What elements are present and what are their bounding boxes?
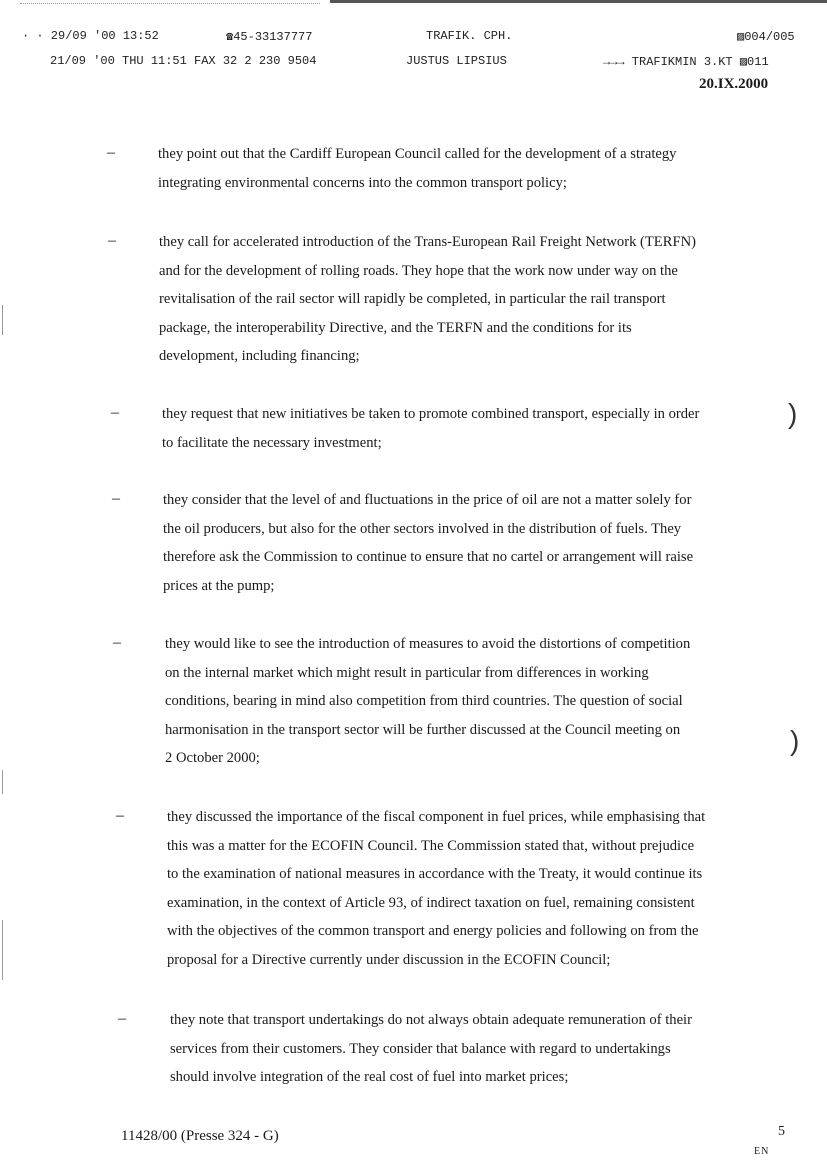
received-date-stamp: 20.IX.2000: [699, 76, 769, 92]
list-dash: –: [118, 1010, 126, 1027]
scan-edge-mark: [2, 920, 3, 980]
list-dash: –: [111, 404, 119, 421]
page-number: 5: [778, 1124, 785, 1139]
statement-text: [163, 486, 793, 600]
text-line: on the internal market which might result in particular from differences in working: [165, 664, 649, 681]
text-line: and for the development of rolling roads. They hope that the work now under way on the: [159, 262, 678, 279]
language-code: EN: [754, 1146, 770, 1157]
text-line: examination, in the context of Article 93, of indirect taxation on fuel, remaining consistent: [167, 894, 695, 911]
fax-header-line2-center: JUSTUS LIPSIUS: [406, 54, 507, 68]
text-line: development, including financing;: [159, 348, 360, 365]
scan-edge-mark: [2, 770, 3, 794]
text-line: prices at the pump;: [163, 577, 275, 594]
text-line: proposal for a Directive currently under discussion in the ECOFIN Council;: [167, 951, 611, 968]
text-line: they request that new initiatives be taken to promote combined transport, especially in order: [162, 406, 700, 422]
fax-top-edge: [330, 0, 827, 3]
text-line: revitalisation of the rail sector will rapidly be completed, in particular the rail transport: [159, 291, 666, 308]
text-line: they would like to see the introduction of measures to avoid the distortions of competition: [165, 636, 691, 652]
statement-text: [165, 630, 795, 773]
text-line: conditions, bearing in mind also competition from third countries. The question of social: [165, 693, 683, 710]
text-line: they consider that the level of and fluctuations in the price of oil are not a matter solely for: [163, 492, 692, 508]
list-dash: –: [116, 807, 124, 824]
text-line: the oil producers, but also for the other sectors involved in the distribution of fuels. They: [163, 520, 682, 537]
document-reference: 11428/00 (Presse 324 - G): [121, 1128, 279, 1144]
fax-header-line2-right: →→→ TRAFIKMIN 3.KT ▨011: [603, 55, 769, 69]
statement-text: [170, 1006, 800, 1092]
fax-header-line1-right: ▨004/005: [737, 30, 795, 44]
text-line: they discussed the importance of the fiscal component in fuel prices, while emphasising that: [167, 809, 706, 825]
text-line: to facilitate the necessary investment;: [162, 434, 382, 451]
fax-top-dotted-rule: [20, 3, 320, 4]
text-line: package, the interoperability Directive, and the TERFN and the conditions for its: [159, 319, 632, 336]
list-dash: –: [112, 490, 120, 507]
text-line: they call for accelerated introduction of the Trans-European Rail Freight Network (TERFN): [159, 234, 696, 250]
text-line: services from their customers. They consider that balance with regard to undertakings: [170, 1040, 671, 1057]
statement-text: [162, 400, 792, 457]
fax-header-line1-center: TRAFIK. CPH.: [426, 29, 513, 43]
text-line: to the examination of national measures in accordance with the Treaty, it would continue its: [167, 866, 703, 883]
statement-text: [167, 803, 797, 975]
text-line: integrating environmental concerns into the common transport policy;: [158, 174, 567, 191]
text-line: with the objectives of the common transport and energy policies and following on from the: [167, 923, 699, 940]
margin-bracket-mark: ): [788, 398, 798, 429]
text-line: harmonisation in the transport sector will be further discussed at the Council meeting on: [165, 721, 681, 738]
scan-edge-mark: [2, 305, 3, 335]
text-line: they note that transport undertakings do not always obtain adequate remuneration of their: [170, 1012, 692, 1028]
text-line: therefore ask the Commission to continue to ensure that no cartel or arrangement will raise: [163, 549, 694, 566]
text-line: this was a matter for the ECOFIN Council. The Commission stated that, without prejudice: [167, 837, 695, 854]
text-line: should involve integration of the real cost of fuel into market prices;: [170, 1069, 569, 1086]
text-line: 2 October 2000;: [165, 750, 260, 767]
text-line: they point out that the Cardiff European Council called for the development of a strategy: [158, 146, 677, 162]
list-dash: –: [108, 232, 116, 249]
fax-header-line1-phone: ☎45-33137777: [226, 30, 313, 44]
list-dash: –: [113, 634, 121, 651]
fax-header-line2-left: 21/09 '00 THU 11:51 FAX 32 2 230 9504: [50, 54, 317, 68]
margin-bracket-mark: ): [790, 725, 800, 756]
fax-header-line1-left: · · 29/09 '00 13:52: [22, 29, 159, 43]
statement-text: [158, 140, 788, 197]
list-dash: –: [107, 144, 115, 161]
statement-text: [159, 228, 789, 371]
